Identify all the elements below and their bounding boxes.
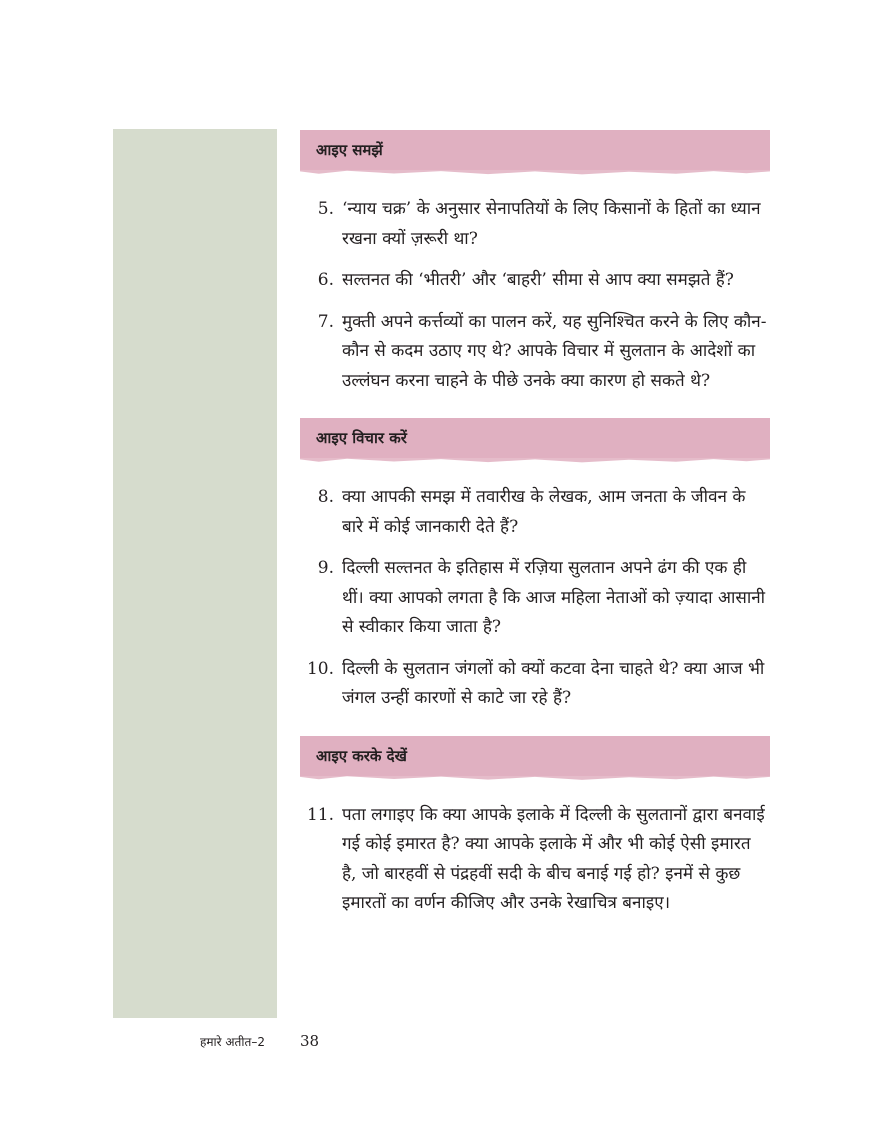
question-text: सल्तनत की ‘भीतरी’ और ‘बाहरी’ सीमा से आप क्या समझते हैं? bbox=[342, 270, 734, 290]
question-number: 6. bbox=[317, 270, 334, 290]
question-text: मुक्ती अपने कर्त्तव्यों का पालन करें, यह सुनिश्चित करने के लिए कौन-कौन से कदम उठाए गए थे? आपके विचार में सुलतान के आदेशों का उल्लंघन करना चाहने के पीछे उनके क्या कारण हो सकते थे? bbox=[342, 311, 767, 391]
question-text: क्या आपकी समझ में तवारीख के लेखक, आम जनता के जीवन के बारे में कोई जानकारी देते हैं? bbox=[342, 487, 746, 537]
question-text: ‘न्याय चक्र’ के अनुसार सेनापतियों के लिए किसानों के हितों का ध्यान रखना क्यों ज़रूरी था? bbox=[342, 199, 761, 249]
question-list-do bbox=[300, 801, 770, 919]
question-text: दिल्ली के सुलतान जंगलों को क्यों कटवा देना चाहते थे? क्या आज भी जंगल उन्हीं कारणों से काटे जा रहे हैं? bbox=[342, 658, 765, 708]
question-10 bbox=[300, 655, 770, 714]
question-8 bbox=[300, 483, 770, 542]
section-heading-think: आइए विचार करें bbox=[300, 418, 770, 458]
book-title: हमारे अतीत–2 bbox=[200, 1035, 265, 1049]
question-number: 10. bbox=[306, 658, 334, 679]
content-column bbox=[300, 130, 770, 919]
question-7 bbox=[300, 308, 770, 397]
margin-sidebar bbox=[113, 129, 277, 1018]
question-number: 8. bbox=[317, 487, 334, 507]
question-number: 11. bbox=[306, 804, 334, 825]
question-5 bbox=[300, 195, 770, 254]
question-text: पता लगाइए कि क्या आपके इलाके में दिल्ली के सुलतानों द्वारा बनवाई गई कोई इमारत है? क्या आपके इलाके में और भी कोई ऐसी इमारत है, जो बारहवीं से पंद्रहवीं सदी के बीच बनाई गई हो? इनमें से कुछ इमारतों का वर्णन कीजिए और उनके रेखाचित्र बनाइए। bbox=[342, 804, 765, 913]
section-heading-understand: आइए समझें bbox=[300, 130, 770, 170]
question-text: दिल्ली सल्तनत के इतिहास में रज़िया सुलतान अपने ढंग की एक ही थीं। क्या आपको लगता है कि आज महिला नेताओं को ज़्यादा आसानी से स्वीकार किया जाता है? bbox=[342, 558, 766, 637]
question-list-understand bbox=[300, 195, 770, 396]
question-11 bbox=[300, 801, 770, 919]
question-number: 7. bbox=[317, 311, 334, 332]
question-number: 9. bbox=[317, 558, 334, 578]
question-number: 5. bbox=[317, 199, 334, 219]
question-6 bbox=[300, 266, 770, 296]
question-9 bbox=[300, 554, 770, 643]
section-heading-do: आइए करके देखें bbox=[300, 736, 770, 776]
page-number: 38 bbox=[300, 1032, 320, 1050]
question-list-think bbox=[300, 483, 770, 714]
